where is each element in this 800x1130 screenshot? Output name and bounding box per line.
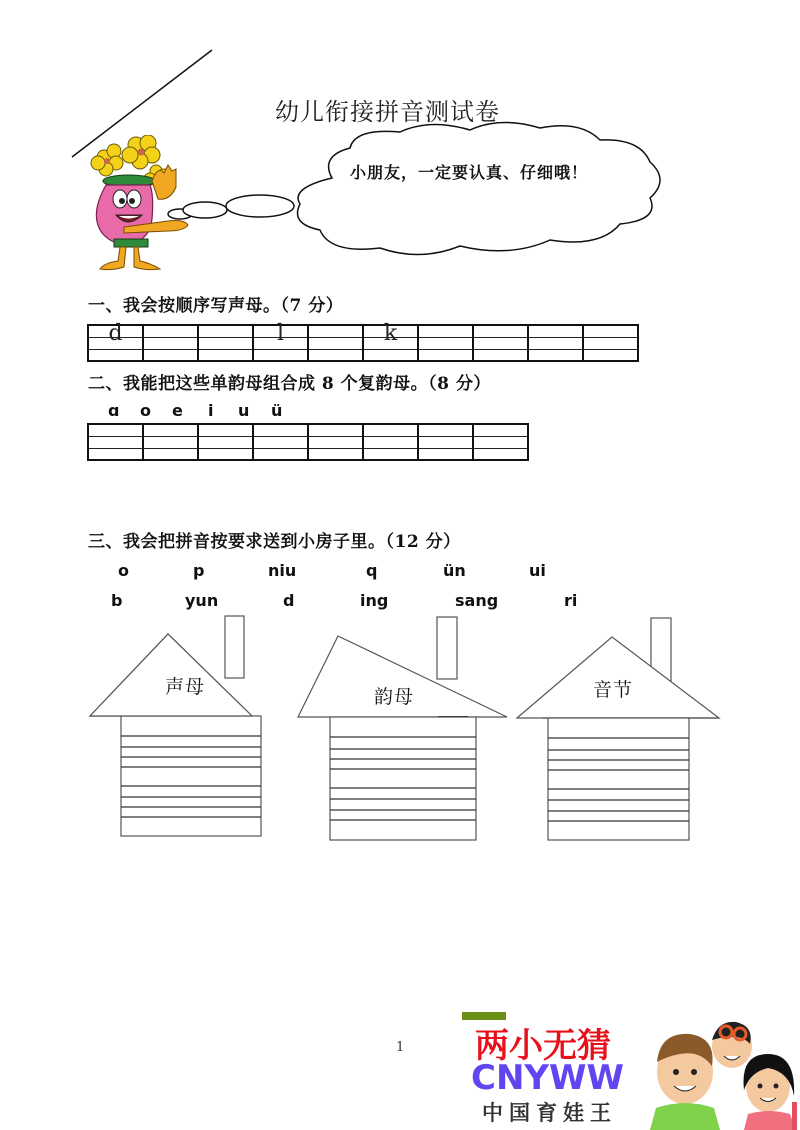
grid-cell[interactable] [143, 325, 198, 337]
grid-cell[interactable] [473, 325, 528, 337]
pinyin-item: ün [443, 561, 466, 580]
houses-diagram [0, 600, 800, 860]
question-1-text: 我会按顺序写声母。（7 分） [123, 296, 344, 316]
vowel: ü [271, 401, 283, 420]
compound-finals-grid [87, 423, 529, 461]
initials-writing-grid [87, 321, 639, 362]
speech-cloud [150, 120, 710, 270]
page-number: 1 [396, 1040, 405, 1055]
given-letter: l [276, 321, 285, 346]
question-3-number: 三、 [88, 532, 123, 552]
grid-cell[interactable] [308, 424, 363, 436]
grid-cell[interactable] [363, 424, 418, 436]
logo-english-text: CNYWW [471, 1058, 625, 1098]
pinyin-item: o [118, 561, 129, 580]
pinyin-item: ing [360, 591, 389, 610]
pinyin-item: q [366, 561, 378, 580]
house-label-finals: 韵母 [374, 686, 415, 708]
given-letter: d [108, 321, 123, 346]
grid-cell[interactable] [308, 325, 363, 337]
given-letter: k [383, 321, 398, 346]
vowel: u [238, 401, 250, 420]
grid-cell[interactable] [418, 424, 473, 436]
grid-cell[interactable] [583, 325, 638, 337]
grid-cell[interactable] [363, 321, 418, 346]
page-title: 幼儿衔接拼音测试卷 [275, 98, 500, 126]
logo-chinese-text: 两小无猜 [475, 1026, 611, 1066]
grid-cell[interactable] [528, 325, 583, 337]
grid-cell[interactable] [143, 424, 198, 436]
grid-cell[interactable] [473, 424, 528, 436]
pinyin-item: b [111, 591, 123, 610]
grid-cell[interactable] [88, 321, 143, 346]
logo-subtitle: 中国育娃王 [482, 1101, 617, 1125]
question-1-title [88, 291, 343, 316]
pinyin-item: ri [564, 591, 578, 610]
vowel: ɑ [108, 401, 120, 420]
grid-cell[interactable] [198, 424, 253, 436]
question-3-text: 我会把拼音按要求送到小房子里。（12 分） [123, 532, 461, 552]
question-2-number: 二、 [88, 374, 123, 394]
grid-cell[interactable] [88, 424, 143, 436]
pinyin-item: sang [455, 591, 499, 610]
vowel: o [140, 401, 151, 420]
grid-cell[interactable] [253, 424, 308, 436]
grid-cell[interactable] [198, 325, 253, 337]
pinyin-item: ui [529, 561, 546, 580]
vowel: e [172, 401, 183, 420]
question-2-title [88, 369, 491, 394]
question-3-title [88, 527, 461, 552]
pinyin-item: p [193, 561, 205, 580]
question-1-number: 一、 [88, 296, 123, 316]
question-2-text: 我能把这些单韵母组合成 8 个复韵母。（8 分） [123, 374, 491, 394]
house-label-initials: 声母 [165, 676, 206, 698]
speech-bubble-text: 小朋友，一定要认真、仔细哦！ [350, 163, 589, 182]
grid-cell[interactable] [418, 325, 473, 337]
vowel: i [208, 401, 214, 420]
grid-cell[interactable] [253, 321, 308, 346]
pinyin-item: d [283, 591, 295, 610]
cartoon-kids-icon [640, 1010, 800, 1130]
pinyin-item: niu [268, 561, 297, 580]
house-label-syllables: 音节 [593, 679, 634, 701]
pinyin-item: yun [185, 591, 219, 610]
